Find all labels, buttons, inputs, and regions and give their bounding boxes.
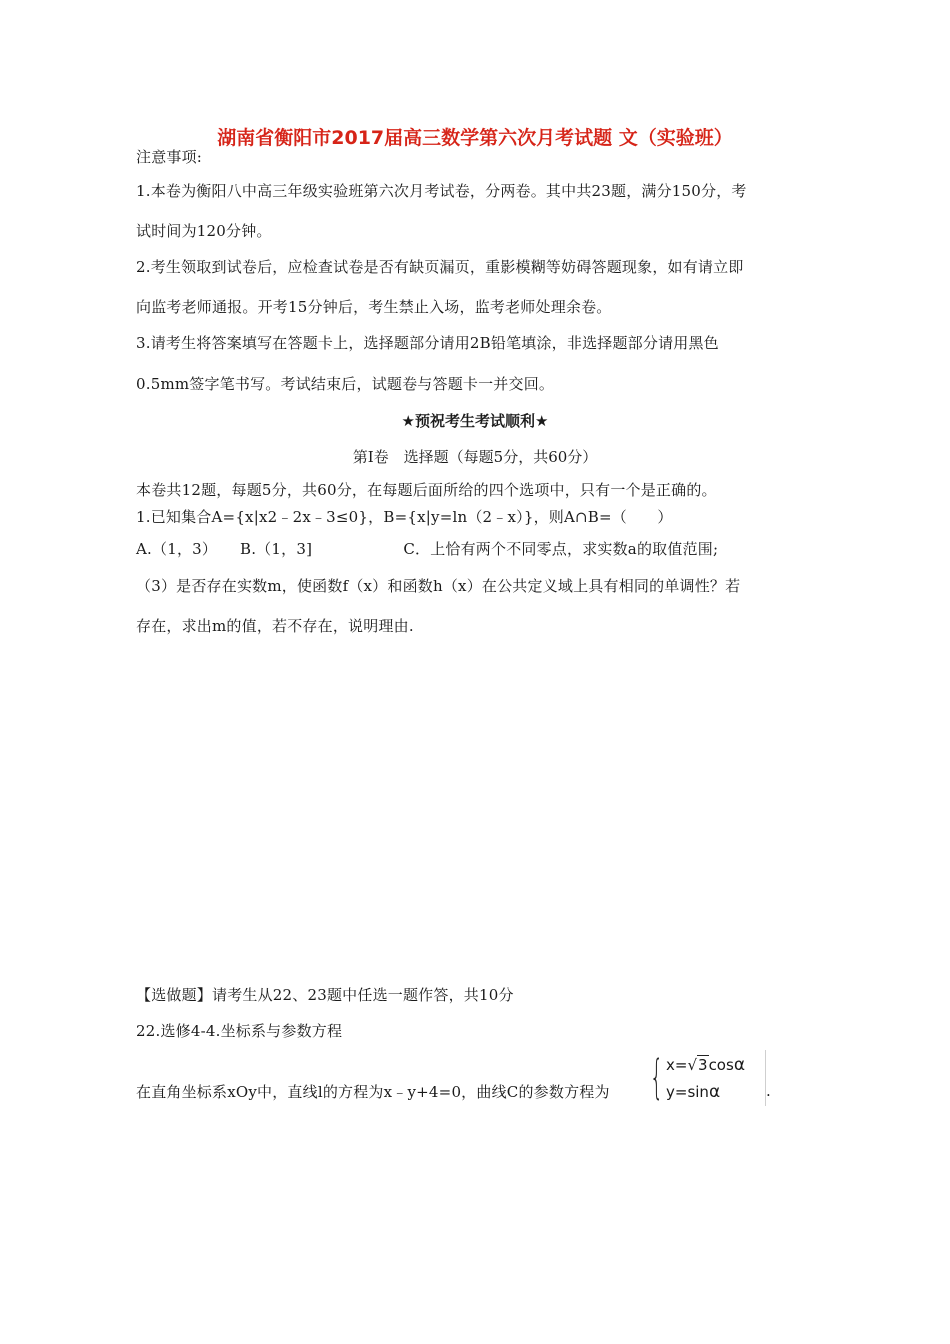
sqrt-icon: √ [687, 1056, 698, 1074]
notice-item-3-cont: 0.5mm签字笔书写。考试结束后，试题卷与答题卡一并交回。 [136, 375, 555, 393]
page-title: 湖南省衡阳市2017届高三数学第六次月考试题 文（实验班） [217, 127, 733, 149]
y-equation [666, 1081, 720, 1103]
sqrt-argument: 3 [698, 1056, 708, 1074]
notice-item-1-cont: 试时间为120分钟。 [136, 222, 272, 240]
left-brace: { [650, 1050, 664, 1104]
question-part-3: （3）是否存在实数m，使函数f（x）和函数h（x）在公共定义域上具有相同的单调性？若 [136, 577, 741, 595]
elective-heading: 【选做题】请考生从22、23题中任选一题作答，共10分 [136, 986, 514, 1004]
blessing-line: ★预祝考生考试顺利★ [401, 412, 549, 430]
question-22-text: 在直角坐标系xOy中，直线l的方程为x﹣y+4=0，曲线C的参数方程为 [136, 1083, 610, 1101]
question-part-3-cont: 存在，求出m的值，若不存在，说明理由. [136, 617, 414, 635]
x-lhs: x= [666, 1056, 688, 1074]
notice-item-2-cont: 向监考老师通报。开考15分钟后，考生禁止入场，监考老师处理余卷。 [136, 298, 612, 316]
question-22-title: 22.选修4-4.坐标系与参数方程 [136, 1022, 343, 1040]
question-22-period: . [766, 1082, 771, 1100]
notice-item-3: 3.请考生将答案填写在答题卡上，选择题部分请用2B铅笔填涂，非选择题部分请用黑色 [136, 334, 719, 352]
question-1: 1.已知集合A={x|x2﹣2x﹣3≤0}，B={x|y=ln（2﹣x）}，则A∩B=（ ） [136, 508, 673, 526]
section-heading: 第Ⅰ卷 选择题（每题5分，共60分） [352, 448, 598, 466]
section-intro: 本卷共12题，每题5分，共60分，在每题后面所给的四个选项中，只有一个是正确的。 [136, 481, 717, 499]
x-equation [666, 1054, 745, 1076]
notice-item-2: 2.考生领取到试卷后，应检查试卷是否有缺页漏页，重影模糊等妨碍答题现象，如有请立即 [136, 258, 744, 276]
x-cos: cos [708, 1056, 734, 1074]
alpha-symbol-2: α [708, 1082, 721, 1102]
alpha-symbol: α [733, 1055, 746, 1075]
notice-heading: 注意事项: [136, 148, 203, 166]
parametric-equation [650, 1050, 766, 1106]
y-lhs: y=sin [666, 1083, 709, 1101]
question-1-options: A.（1，3） B.（1，3] C．上恰有两个不同零点，求实数a的取值范围; [136, 540, 719, 558]
notice-item-1: 1.本卷为衡阳八中高三年级实验班第六次月考试卷，分两卷。其中共23题，满分150分，考 [136, 182, 747, 200]
